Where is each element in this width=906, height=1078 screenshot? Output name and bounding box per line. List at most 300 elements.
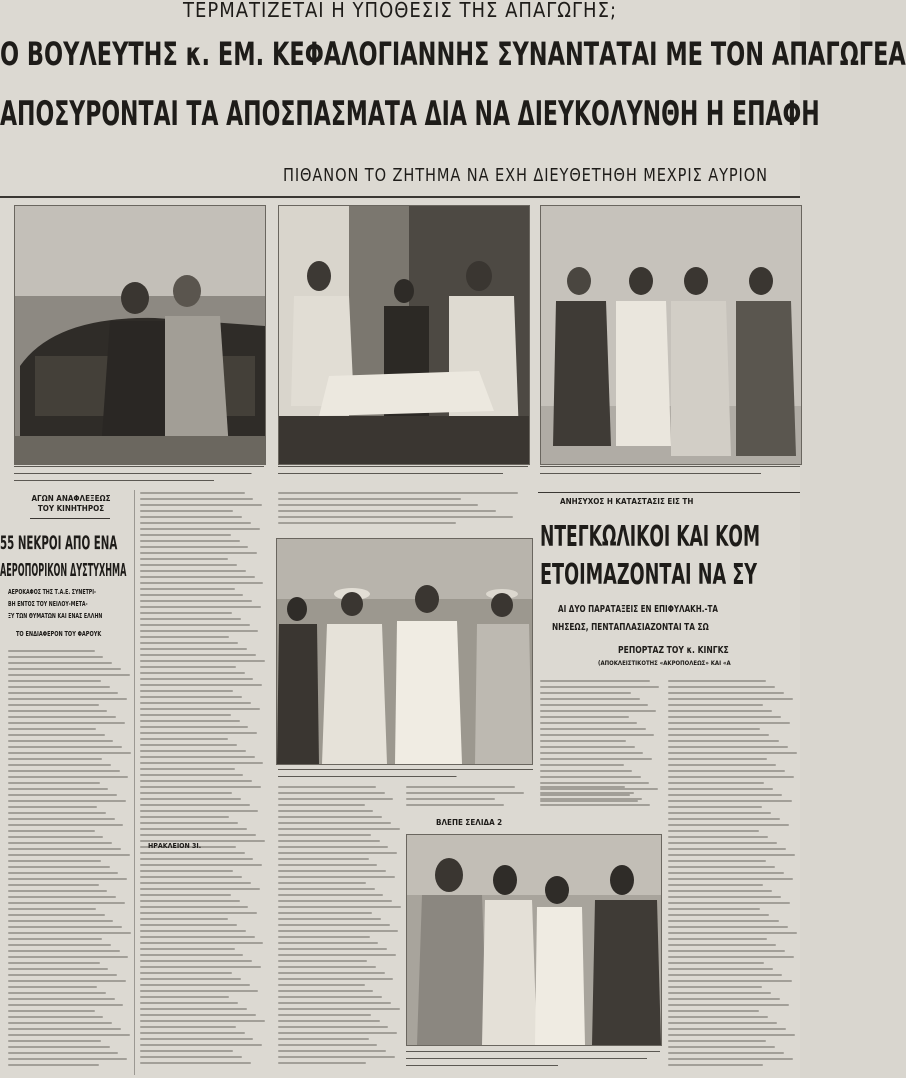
- body-text-line: [8, 680, 101, 682]
- body-text-line: [540, 804, 650, 806]
- body-text-line: [540, 776, 641, 778]
- body-text-line: [8, 860, 101, 862]
- body-text-line: [278, 1008, 400, 1010]
- body-text-line: [8, 944, 111, 946]
- body-text-line: [278, 1026, 388, 1028]
- body-text-line: [8, 950, 120, 952]
- body-text-line: [668, 1004, 789, 1006]
- body-text-line: [8, 656, 103, 658]
- body-text-line: [140, 828, 247, 830]
- body-text-line: [668, 932, 797, 934]
- body-text-line: [8, 1010, 95, 1012]
- body-text-line: [668, 884, 763, 886]
- body-text-line: [278, 1020, 380, 1022]
- body-text-line: [278, 972, 385, 974]
- main-headline-1: Ο ΒΟΥΛΕΥΤΗΣ κ. ΕΜ. ΚΕΦΑΛΟΓΙΑΝΝΗΣ ΣΥΝΑΝΤΑΤΑΙ ΜΕ ΤΟΝ ΑΠΑΓΩΓΕΑ: [0, 35, 906, 73]
- body-text-line: [8, 854, 130, 856]
- body-text-line: [140, 822, 238, 824]
- body-text-line: [8, 662, 112, 664]
- body-text-line: [540, 770, 632, 772]
- body-text-line: [668, 746, 788, 748]
- body-text-line: [140, 912, 257, 914]
- body-text-line: [278, 1044, 377, 1046]
- body-text-line: [140, 576, 255, 578]
- body-text-line: [140, 558, 228, 560]
- body-text-line: [140, 582, 263, 584]
- body-text-line: [140, 762, 263, 764]
- body-text-line: [140, 738, 228, 740]
- body-text-line: [668, 776, 794, 778]
- body-text-line: [140, 636, 229, 638]
- body-text-line: [140, 900, 240, 902]
- body-text-line: [8, 686, 110, 688]
- body-text-line: [8, 974, 117, 976]
- left-deck-2: ΒΗ ΕΝΤΟΣ ΤΟΥ ΝΕΙΛΟΥ-ΜΕΤΑ-: [8, 600, 88, 608]
- body-text-line: [140, 528, 260, 530]
- body-text-line: [140, 960, 252, 962]
- right-deck-2: ΝΗΣΕΩΣ, ΠΕΝΤΑΠΛΑΣΙΑΖΟΝΤΑΙ ΤΑ ΣΩ: [552, 622, 709, 633]
- body-text-line: [668, 986, 762, 988]
- right-story-rule: [538, 492, 800, 493]
- body-text-line: [668, 824, 789, 826]
- body-text-line: [668, 854, 795, 856]
- body-text-line: [278, 864, 377, 866]
- body-text-line: [278, 894, 383, 896]
- body-text-line: [140, 924, 237, 926]
- body-text-line: [668, 728, 760, 730]
- body-text-line: [8, 836, 103, 838]
- body-text-line: [8, 1040, 101, 1042]
- body-text-line: [278, 828, 400, 830]
- body-text-line: [668, 770, 785, 772]
- body-text-line: [668, 980, 792, 982]
- body-text-line: [668, 764, 776, 766]
- body-text-line: [668, 914, 769, 916]
- body-text-line: [140, 600, 252, 602]
- body-text-line: [278, 900, 392, 902]
- body-text-line: [140, 858, 253, 860]
- column-4-text: [406, 786, 530, 814]
- body-text-line: [140, 1008, 247, 1010]
- right-byline: ΡΕΠΟΡΤΑΖ ΤΟΥ κ. ΚΙΝΓΚΣ: [618, 645, 729, 656]
- body-text-line: [140, 642, 238, 644]
- body-text-line: [668, 902, 790, 904]
- kicker-headline: ΤΕΡΜΑΤΙΖΕΤΑΙ Η ΥΠΟΘΕΣΙΣ ΤΗΣ ΑΠΑΓΩΓΗΣ;: [182, 0, 618, 22]
- body-text-line: [140, 1038, 253, 1040]
- body-text-line: [140, 792, 232, 794]
- body-text-line: [140, 696, 242, 698]
- body-text-line: [668, 920, 779, 922]
- body-text-line: [140, 618, 241, 620]
- body-text-line: [278, 936, 370, 938]
- body-text-line: [278, 888, 375, 890]
- body-text-line: [8, 842, 112, 844]
- body-text-line: [278, 804, 365, 806]
- body-text-line: [668, 800, 792, 802]
- body-text-line: [668, 974, 782, 976]
- body-text-line: [8, 1064, 99, 1066]
- body-text-line: [278, 858, 369, 860]
- body-text-line: [540, 798, 642, 800]
- body-text-line: [668, 794, 782, 796]
- body-text-line: [278, 492, 518, 494]
- body-text-line: [540, 710, 656, 712]
- body-text-line: [140, 708, 260, 710]
- body-text-line: [8, 800, 126, 802]
- body-text-line: [140, 720, 240, 722]
- body-text-line: [8, 980, 126, 982]
- photo-caption-4: [278, 766, 533, 780]
- right-byline-sub: (ΑΠΟΚΛΕΙΣΤΙΚΟΤΗΣ «ΑΚΡΟΠΟΛΕΩΣ» ΚΑΙ «Α: [598, 660, 731, 667]
- body-text-line: [668, 734, 769, 736]
- body-text-line: [140, 780, 252, 782]
- body-text-line: [140, 1032, 245, 1034]
- body-text-line: [8, 710, 107, 712]
- body-text-line: [278, 948, 387, 950]
- body-text-line: [8, 698, 127, 700]
- body-text-line: [140, 606, 261, 608]
- body-text-line: [406, 798, 495, 800]
- body-text-line: [8, 824, 123, 826]
- body-text-line: [668, 968, 773, 970]
- body-text-line: [540, 786, 625, 788]
- body-text-line: [8, 968, 108, 970]
- body-text-line: [540, 792, 634, 794]
- body-text-line: [140, 810, 258, 812]
- photo-caption-5: [406, 1048, 660, 1068]
- body-text-line: [8, 890, 107, 892]
- body-text-line: [140, 750, 246, 752]
- body-text-line: [140, 672, 245, 674]
- body-text-line: [278, 822, 391, 824]
- body-text-line: [278, 984, 365, 986]
- body-text-line: [278, 1014, 371, 1016]
- body-text-line: [140, 774, 243, 776]
- body-text-line: [8, 986, 97, 988]
- body-text-line: [140, 804, 250, 806]
- body-text-line: [8, 770, 120, 772]
- body-text-line: [668, 842, 777, 844]
- body-text-line: [8, 992, 106, 994]
- body-text-line: [8, 668, 121, 670]
- body-text-line: [8, 914, 105, 916]
- body-text-line: [8, 674, 130, 676]
- body-text-line: [140, 714, 231, 716]
- body-text-line: [8, 848, 121, 850]
- body-text-line: [540, 782, 649, 784]
- body-text-line: [668, 938, 767, 940]
- body-text-line: [8, 920, 113, 922]
- left-label-rule: [30, 518, 110, 519]
- body-text-line: [140, 888, 260, 890]
- body-text-line: [140, 894, 231, 896]
- body-text-line: [278, 810, 373, 812]
- photo-office-meeting: [278, 205, 530, 465]
- body-text-line: [278, 840, 380, 842]
- right-column-b-text: [668, 680, 798, 1070]
- body-text-line: [140, 1020, 265, 1022]
- body-text-line: [140, 726, 248, 728]
- body-text-line: [140, 930, 246, 932]
- body-text-line: [278, 1002, 391, 1004]
- body-text-line: [140, 948, 235, 950]
- right-headline-2: ΕΤΟΙΜΑΖΟΝΤΑΙ ΝΑ ΣΥ: [540, 558, 758, 591]
- body-text-line: [278, 792, 385, 794]
- body-text-line: [668, 752, 797, 754]
- body-text-line: [668, 1046, 775, 1048]
- body-text-line: [540, 680, 650, 682]
- body-text-line: [278, 522, 456, 524]
- body-text-line: [8, 794, 117, 796]
- body-text-line: [8, 962, 100, 964]
- photo-car-conversation: [14, 205, 266, 465]
- right-deck-1: ΑΙ ΔΥΟ ΠΑΡΑΤΑΞΕΙΣ ΕΝ ΕΠΙΦΥΛΑΚΗ.-ΤΑ: [558, 604, 718, 615]
- body-text-line: [8, 716, 116, 718]
- body-text-line: [140, 666, 236, 668]
- body-text-line: [140, 588, 235, 590]
- body-text-line: [140, 984, 250, 986]
- body-text-line: [668, 704, 763, 706]
- body-text-line: [540, 734, 654, 736]
- body-text-line: [140, 786, 261, 788]
- body-text-line: [668, 782, 764, 784]
- body-text-line: [140, 654, 256, 656]
- body-text-line: [668, 758, 767, 760]
- column-divider-1: [134, 490, 135, 1075]
- body-text-line: [140, 816, 229, 818]
- body-text-line: [278, 906, 401, 908]
- body-text-line: [140, 978, 241, 980]
- body-text-line: [668, 698, 793, 700]
- body-text-line: [8, 1046, 110, 1048]
- body-text-line: [668, 1028, 786, 1030]
- left-deck-1: ΑΕΡΟΚΑΦΟΣ ΤΗΣ Τ.Α.Ε. ΣΥΝΕΤΡΙ-: [8, 588, 96, 596]
- body-text-line: [278, 996, 382, 998]
- body-text-line: [668, 722, 790, 724]
- left-deck-3: ΞΥ ΤΩΝ ΘΥΜΑΤΩΝ ΚΑΙ ΕΝΑΣ ΕΛΛΗΝ: [8, 612, 103, 620]
- body-text-line: [140, 798, 241, 800]
- body-text-line: [8, 1016, 103, 1018]
- column-2-text: [140, 492, 266, 1072]
- body-text-line: [140, 1014, 256, 1016]
- body-text-line: [8, 734, 105, 736]
- column-3-top-text: [278, 492, 528, 532]
- photo-officers-group: [540, 205, 802, 465]
- body-text-line: [668, 992, 771, 994]
- column-3-bottom-text: [278, 786, 402, 1071]
- body-text-line: [8, 866, 110, 868]
- body-text-line: [140, 612, 232, 614]
- body-text-line: [278, 798, 393, 800]
- body-text-line: [278, 852, 397, 854]
- body-text-line: [140, 1026, 236, 1028]
- dateline-label: ΗΡΑΚΛΕΙΟΝ 3Ι.: [148, 842, 202, 850]
- body-text-line: [8, 1022, 112, 1024]
- body-text-line: [668, 896, 781, 898]
- body-text-line: [8, 1058, 127, 1060]
- photo-caption-1: [14, 465, 264, 485]
- body-text-line: [140, 492, 245, 494]
- body-text-line: [278, 924, 390, 926]
- body-text-line: [8, 746, 122, 748]
- body-text-line: [8, 776, 128, 778]
- body-text-line: [8, 908, 96, 910]
- body-text-line: [278, 870, 386, 872]
- body-text-line: [8, 902, 125, 904]
- body-text-line: [278, 1062, 366, 1064]
- body-text-line: [140, 1044, 262, 1046]
- body-text-line: [278, 1032, 397, 1034]
- body-text-line: [540, 764, 624, 766]
- body-text-line: [278, 876, 395, 878]
- body-text-line: [668, 848, 786, 850]
- body-text-line: [668, 890, 772, 892]
- body-text-line: [140, 630, 258, 632]
- body-text-line: [668, 680, 766, 682]
- body-text-line: [668, 740, 779, 742]
- body-text-line: [140, 942, 263, 944]
- body-text-line: [668, 710, 772, 712]
- body-text-line: [140, 702, 251, 704]
- body-text-line: [668, 866, 775, 868]
- body-text-line: [540, 686, 659, 688]
- top-rule: [0, 196, 800, 198]
- body-text-line: [668, 818, 780, 820]
- body-text-line: [8, 938, 102, 940]
- body-text-line: [278, 1050, 386, 1052]
- body-text-line: [278, 990, 373, 992]
- body-text-line: [8, 872, 118, 874]
- body-text-line: [668, 806, 762, 808]
- body-text-line: [140, 864, 262, 866]
- body-text-line: [140, 648, 247, 650]
- body-text-line: [140, 564, 237, 566]
- body-text-line: [8, 806, 97, 808]
- inline-page-reference: ΒΛΕΠΕ ΣΕΛΙΔΑ 2: [436, 818, 503, 827]
- body-text-line: [540, 746, 635, 748]
- body-text-line: [140, 516, 242, 518]
- body-text-line: [278, 1056, 395, 1058]
- body-text-line: [668, 1016, 768, 1018]
- body-text-line: [140, 540, 240, 542]
- body-text-line: [668, 692, 784, 694]
- body-text-line: [140, 504, 262, 506]
- body-text-line: [140, 1002, 238, 1004]
- body-text-line: [278, 918, 381, 920]
- body-text-line: [540, 758, 652, 760]
- body-text-line: [278, 510, 496, 512]
- body-text-line: [278, 882, 366, 884]
- body-text-line: [8, 926, 122, 928]
- body-text-line: [140, 678, 253, 680]
- photo-caption-2: [278, 465, 528, 485]
- photo-group-portrait: [406, 834, 662, 1046]
- body-text-line: [668, 1052, 784, 1054]
- body-text-line: [140, 918, 228, 920]
- body-text-line: [140, 744, 237, 746]
- body-text-line: [8, 830, 95, 832]
- body-text-line: [668, 962, 764, 964]
- body-text-line: [278, 942, 378, 944]
- body-text-line: [668, 1064, 763, 1066]
- body-text-line: [140, 624, 250, 626]
- left-tagline: ΤΟ ΕΝΔΙΑΦΕΡΟΝ ΤΟΥ ΦΑΡΟΥΚ: [16, 630, 102, 638]
- body-text-line: [668, 836, 768, 838]
- body-text-line: [140, 996, 229, 998]
- right-headline-1: ΝΤΕΓΚΩΛΙΚΟΙ ΚΑΙ ΚΟΜ: [540, 520, 761, 553]
- body-text-line: [8, 788, 108, 790]
- body-text-line: [140, 732, 257, 734]
- body-text-line: [140, 852, 245, 854]
- body-text-line: [140, 768, 235, 770]
- right-column-a-lower-text: [540, 786, 660, 814]
- body-text-line: [140, 870, 233, 872]
- body-text-line: [278, 504, 478, 506]
- body-text-line: [406, 786, 515, 788]
- body-text-line: [406, 804, 504, 806]
- body-text-line: [540, 740, 626, 742]
- body-text-line: [140, 756, 255, 758]
- photo-caption-3: [540, 465, 800, 485]
- body-text-line: [140, 690, 233, 692]
- body-text-line: [278, 846, 388, 848]
- body-text-line: [668, 926, 788, 928]
- left-label-1: ΑΓΩΝ ΑΝΑΦΛΕΞΕΩΣ: [31, 494, 111, 503]
- body-text-line: [278, 516, 513, 518]
- body-text-line: [540, 728, 646, 730]
- body-text-line: [140, 990, 258, 992]
- body-text-line: [8, 932, 131, 934]
- body-text-line: [140, 1056, 242, 1058]
- body-text-line: [278, 966, 376, 968]
- body-text-line: [668, 812, 771, 814]
- left-headline-2: ΑΕΡΟΠΟΡΙΚΟΝ ΔΥΣΤΥΧΗΜΑ: [0, 560, 127, 581]
- body-text-line: [8, 758, 102, 760]
- body-text-line: [668, 686, 775, 688]
- body-text-line: [668, 872, 784, 874]
- body-text-line: [140, 510, 233, 512]
- body-text-line: [8, 728, 96, 730]
- body-text-line: [8, 722, 125, 724]
- body-text-line: [8, 998, 115, 1000]
- body-text-line: [140, 594, 243, 596]
- body-text-line: [8, 740, 113, 742]
- body-text-line: [140, 522, 251, 524]
- body-text-line: [8, 818, 115, 820]
- body-text-line: [278, 834, 371, 836]
- body-text-line: [140, 882, 251, 884]
- body-text-line: [8, 1004, 123, 1006]
- body-text-line: [668, 950, 785, 952]
- body-text-line: [8, 752, 131, 754]
- body-text-line: [8, 650, 95, 652]
- body-text-line: [140, 906, 248, 908]
- body-text-line: [406, 792, 524, 794]
- body-text-line: [278, 930, 398, 932]
- body-text-line: [140, 570, 246, 572]
- subheadline: ΠΙΘΑΝΟΝ ΤΟ ΖΗΤΗΜΑ ΝΑ ΕΧΗ ΔΙΕΥΘΕΤΗΘΗ ΜΕΧΡΙΣ ΑΥΡΙΟΝ: [283, 165, 768, 186]
- photo-men-in-hats: [276, 538, 533, 765]
- body-text-line: [668, 1058, 793, 1060]
- main-headline-2: ΑΠΟΣΥΡΟΝΤΑΙ ΤΑ ΑΠΟΣΠΑΣΜΑΤΑ ΔΙΑ ΝΑ ΔΙΕΥΚΟΛΥΝΘΗ Η ΕΠΑΦΗ: [0, 94, 820, 134]
- body-text-line: [278, 816, 382, 818]
- body-text-line: [668, 860, 766, 862]
- body-text-line: [278, 960, 367, 962]
- body-text-line: [8, 956, 128, 958]
- body-text-line: [668, 1010, 759, 1012]
- body-text-line: [8, 878, 127, 880]
- body-text-line: [8, 1028, 121, 1030]
